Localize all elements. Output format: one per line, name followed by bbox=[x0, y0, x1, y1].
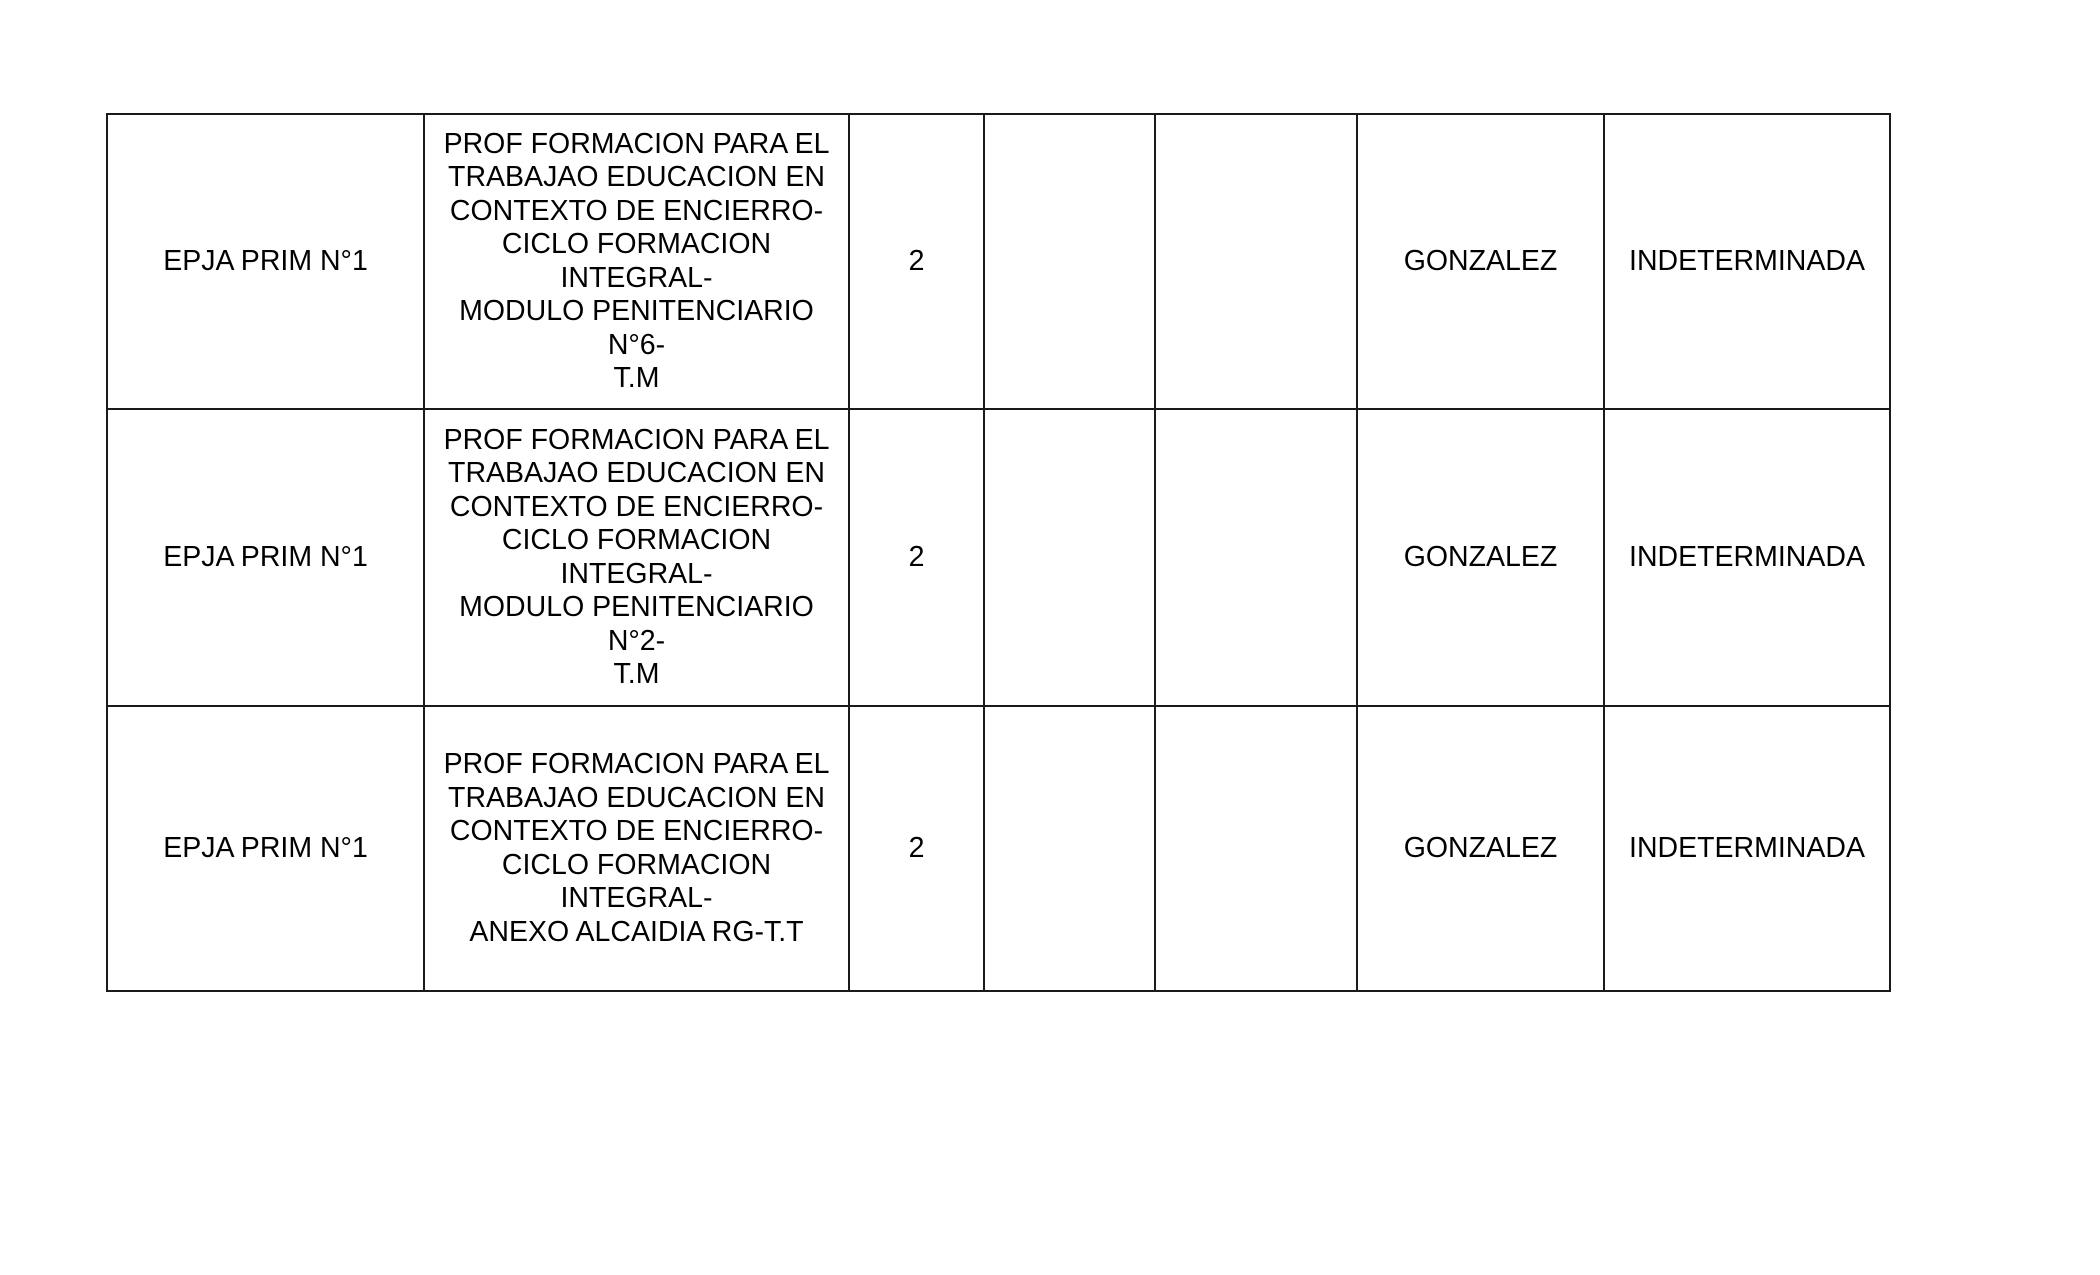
empty-cell bbox=[984, 706, 1155, 991]
empty-cell bbox=[1155, 114, 1357, 409]
school-cell: EPJA PRIM N°1 bbox=[107, 409, 424, 706]
hours-cell: 2 bbox=[849, 114, 984, 409]
school-cell: EPJA PRIM N°1 bbox=[107, 114, 424, 409]
table-row bbox=[107, 114, 1890, 409]
school-cell: EPJA PRIM N°1 bbox=[107, 706, 424, 991]
duration-cell: INDETERMINADA bbox=[1604, 114, 1890, 409]
duration-cell: INDETERMINADA bbox=[1604, 706, 1890, 991]
table-row bbox=[107, 706, 1890, 991]
table-row bbox=[107, 409, 1890, 706]
duration-cell: INDETERMINADA bbox=[1604, 409, 1890, 706]
hours-cell: 2 bbox=[849, 706, 984, 991]
empty-cell bbox=[984, 409, 1155, 706]
empty-cell bbox=[1155, 706, 1357, 991]
hours-cell: 2 bbox=[849, 409, 984, 706]
position-cell: PROF FORMACION PARA EL TRABAJAO EDUCACION EN CONTEXTO DE ENCIERRO- CICLO FORMACION INTEGRAL- MODULO PENITENCIARIO N°2- T.M bbox=[424, 409, 849, 706]
vacancy-table bbox=[106, 113, 1891, 992]
empty-cell bbox=[1155, 409, 1357, 706]
empty-cell bbox=[984, 114, 1155, 409]
position-cell: PROF FORMACION PARA EL TRABAJAO EDUCACION EN CONTEXTO DE ENCIERRO- CICLO FORMACION INTEGRAL- ANEXO ALCAIDIA RG-T.T bbox=[424, 706, 849, 991]
position-cell: PROF FORMACION PARA EL TRABAJAO EDUCACION EN CONTEXTO DE ENCIERRO- CICLO FORMACION INTEGRAL- MODULO PENITENCIARIO N°6- T.M bbox=[424, 114, 849, 409]
surname-cell: GONZALEZ bbox=[1357, 706, 1604, 991]
surname-cell: GONZALEZ bbox=[1357, 114, 1604, 409]
surname-cell: GONZALEZ bbox=[1357, 409, 1604, 706]
